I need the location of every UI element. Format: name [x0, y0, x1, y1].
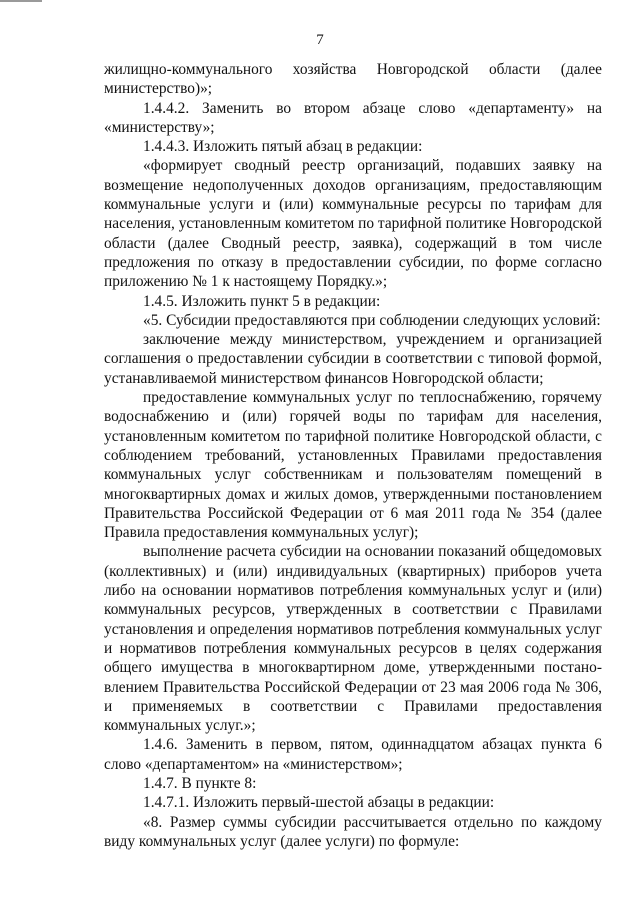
paragraph-continuation: жилищно-коммунального хозяйства Новгородской области (далее министерство)»;	[104, 61, 602, 98]
paragraph-1-4-6: 1.4.6. Заменить в первом, пятом, одиннадцатом абзацах пункта 6 слово «департаментом» на «министерством»;	[104, 736, 602, 773]
paragraph-1-4-4-3: 1.4.4.3. Изложить пятый абзац в редакции:	[143, 138, 423, 156]
paragraph-1-4-5: 1.4.5. Изложить пункт 5 в редакции:	[143, 292, 381, 310]
paragraph-point-5-intro: «5. Субсидии предоставляются при соблюдении следующих условий:	[143, 311, 601, 329]
paragraph-1-4-4-2: 1.4.4.2. Заменить во втором абзаце слово «департаменту» на «министерству»;	[104, 99, 602, 136]
paragraph-1-4-7-1: 1.4.7.1. Изложить первый-шестой абзацы в редакции:	[143, 794, 495, 812]
paragraph-condition-services: предоставление коммунальных услуг по теплоснабжению, горячему водоснабжению и (или) горячей воды по тарифам для населения, установленным комитетом по тарифной политике Новгородской области, с соблюдением требований, установленных Правилами предоставления коммунальных услуг собственникам и пользователям помещений в многоквартирных домах и жилых домов, утвержденными постановлением Правительства Российской Федерации от 6 мая 2011 года № 354 (далее Правила предоставления коммунальных услуг);	[104, 389, 602, 542]
paragraph-quoted-fifth-abzac: «формирует сводный реестр организаций, подавших заявку на возмещение недополученных доходов организациям, предоставляющим коммунальные услуги и (или) коммунальные ресурсы по тарифам для населения, установленным комитетом по тарифной политике Новгородской области (далее Сводный реестр, заявка), содержащий в том числе предложения по отказу в предоставлении субсидии, по форме согласно приложению № 1 к настоящему Порядку.»;	[104, 157, 602, 291]
paragraph-condition-agreement: заключение между министерством, учреждением и организацией соглашения о предоставлении субсидии в соответствии с типовой формой, устанавливаемой министерством финансов Новгородской области;	[104, 331, 602, 387]
paragraph-condition-calculation: выполнение расчета субсидии на основании показаний общедомовых (коллективных) и (или) индивидуальных (квартирных) приборов учета либо на основании нормативов потребления коммунальных услуг и (или) коммунальных ресурсов, утвержденных в соответствии с Правилами установления и определения нормативов потребления коммунальных услуг и нормативов потребления коммунальных ресурсов в целях содержания общего имущества в многоквартирном доме, утвержденными постано-влением Правительства Российской Федерации от 23 мая 2006 года № 306, и применяемых в соответствии с Правилами предоставления коммунальных услуг.»;	[104, 543, 602, 735]
page-number: 7	[316, 32, 324, 48]
scan-edge-mark	[0, 0, 42, 2]
paragraph-1-4-7: 1.4.7. В пункте 8:	[143, 774, 257, 792]
document-body	[104, 60, 602, 851]
paragraph-point-8: «8. Размер суммы субсидии рассчитывается отдельно по каждому виду коммунальных услуг (далее услуги) по формуле:	[104, 813, 602, 850]
